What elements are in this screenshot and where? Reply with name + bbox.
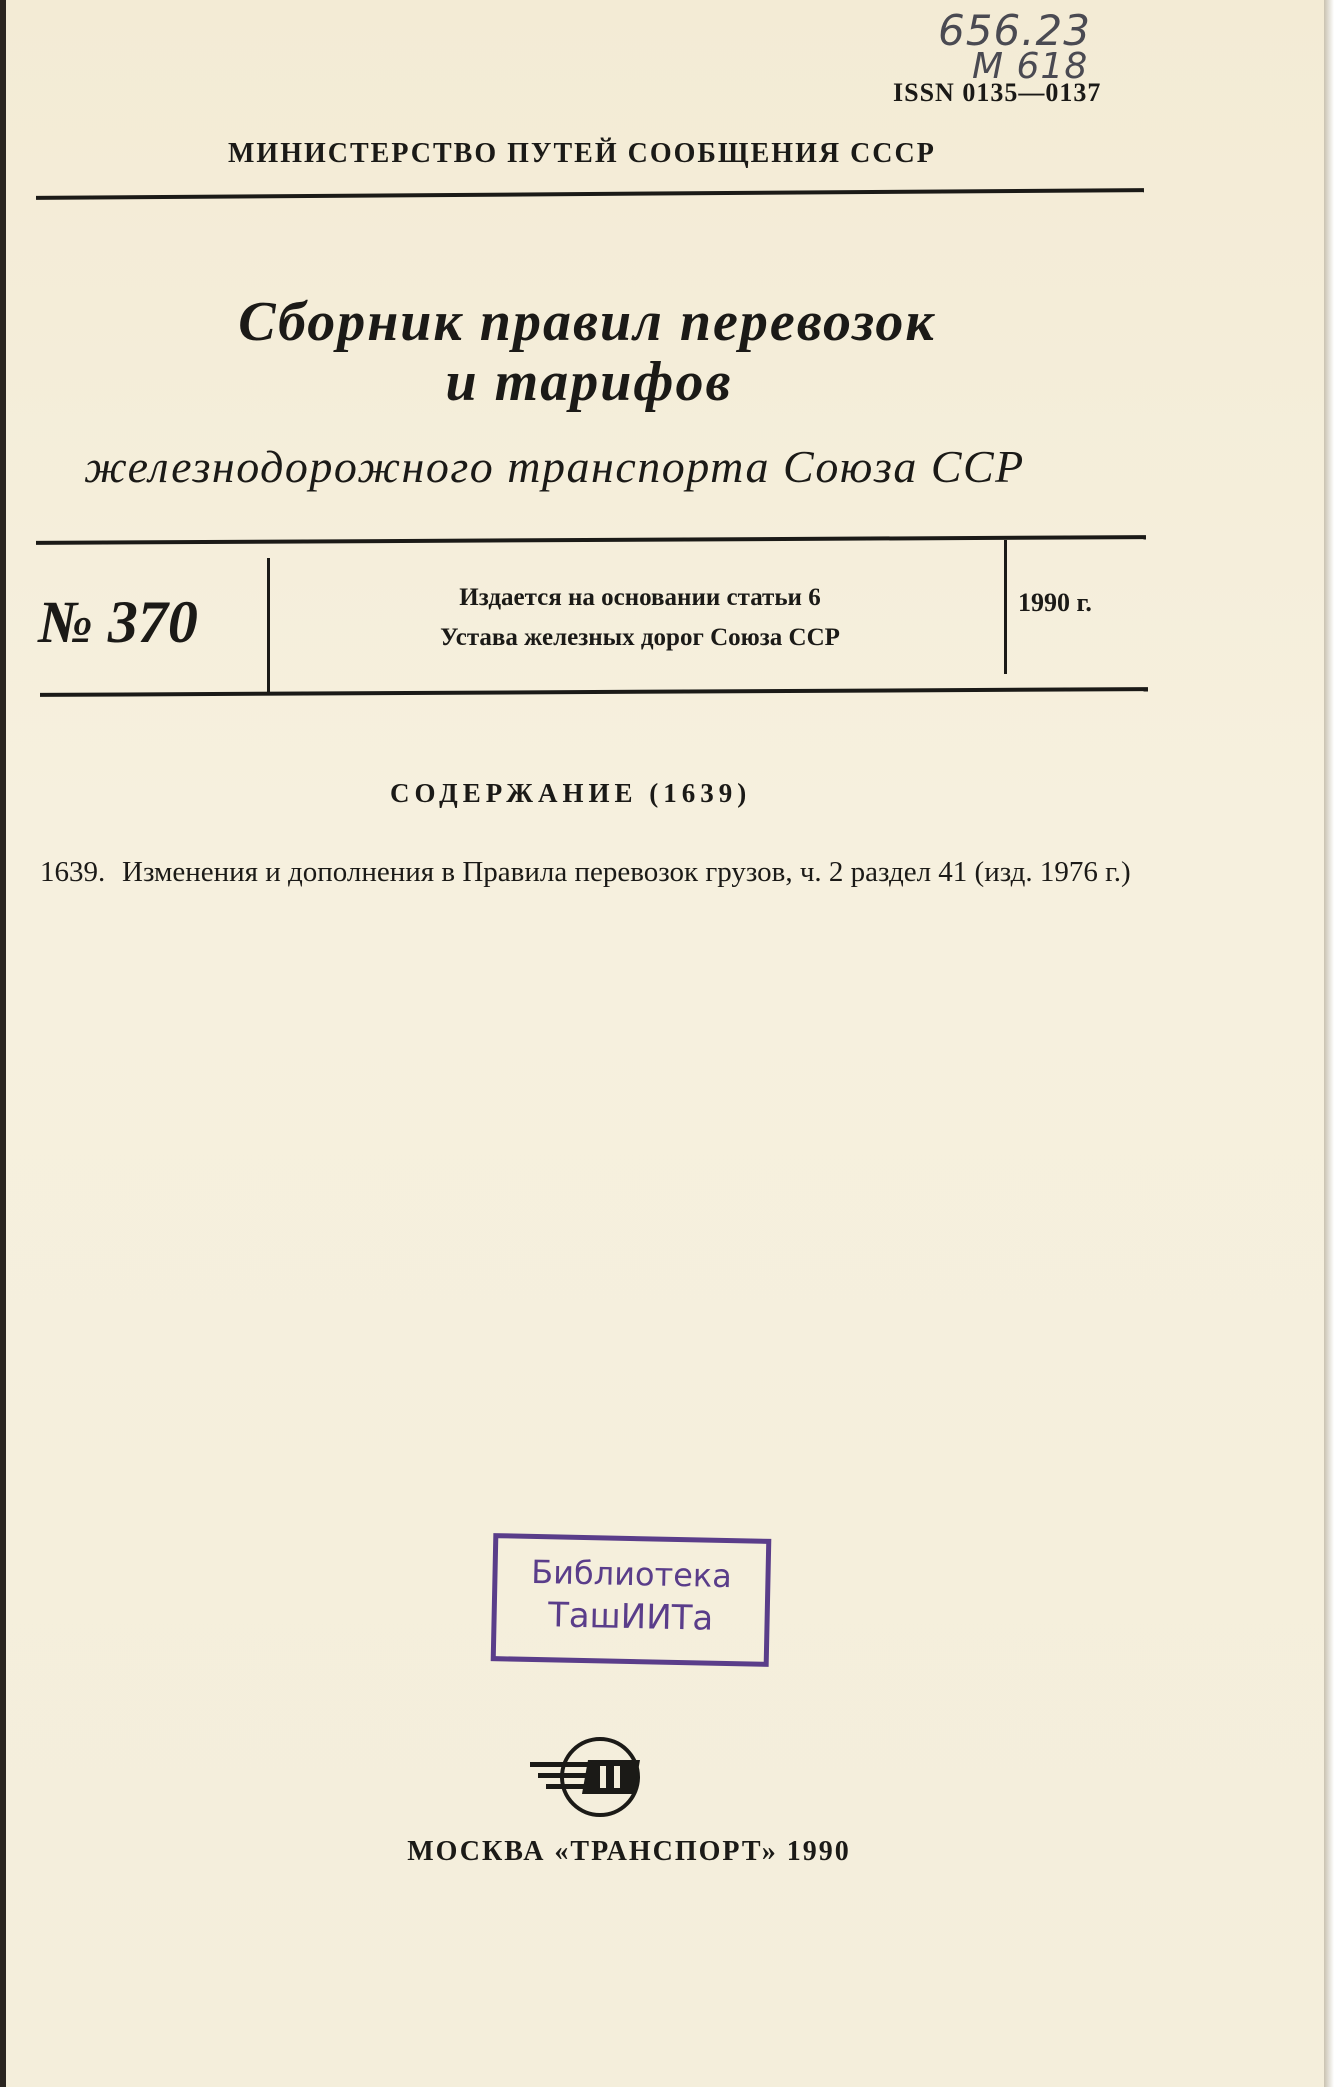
stamp-line-1: Библиотека: [530, 1552, 733, 1596]
publisher-imprint: МОСКВА «ТРАНСПОРТ» 1990: [407, 1836, 851, 1867]
title-line-2: и тарифов: [445, 351, 733, 413]
issn-number: ISSN 0135—0137: [893, 78, 1102, 107]
ministry-name: МИНИСТЕРСТВО ПУТЕЙ СООБЩЕНИЯ СССР: [228, 138, 936, 169]
contents-heading: СОДЕРЖАНИЕ (1639): [390, 778, 752, 808]
publication-basis: [280, 578, 1000, 658]
header-divider: [36, 188, 1144, 200]
basis-line-2: Устава железных дорог Союза ССР: [440, 624, 840, 651]
library-stamp: [491, 1533, 772, 1667]
handwritten-classification: 656.23: [938, 6, 1091, 55]
masthead-top-rule: [36, 535, 1146, 545]
entry-number: 1639.: [40, 856, 106, 888]
title-subtitle: железнодорожного транспорта Союза ССР: [84, 441, 1025, 492]
stamp-line-2: ТашИИТа: [547, 1595, 714, 1639]
publication-year: 1990 г.: [1018, 588, 1092, 617]
masthead-divider-left: [267, 558, 270, 692]
basis-line-1: Издается на основании статьи 6: [459, 584, 821, 611]
masthead-divider-right: [1004, 540, 1007, 674]
handwritten-author-mark: М 618: [972, 46, 1089, 87]
issue-number: № 370: [38, 589, 198, 655]
entry-text: Изменения и дополнения в Правила перевозок грузов, ч. 2 раздел 41 (изд. 1976 г.): [122, 856, 1131, 888]
masthead-bottom-rule: [40, 687, 1148, 697]
transport-publisher-logo-icon: [530, 1732, 660, 1822]
title-line-1: Сборник правил перевозок: [238, 291, 936, 353]
page-right-edge: [1324, 0, 1334, 2087]
